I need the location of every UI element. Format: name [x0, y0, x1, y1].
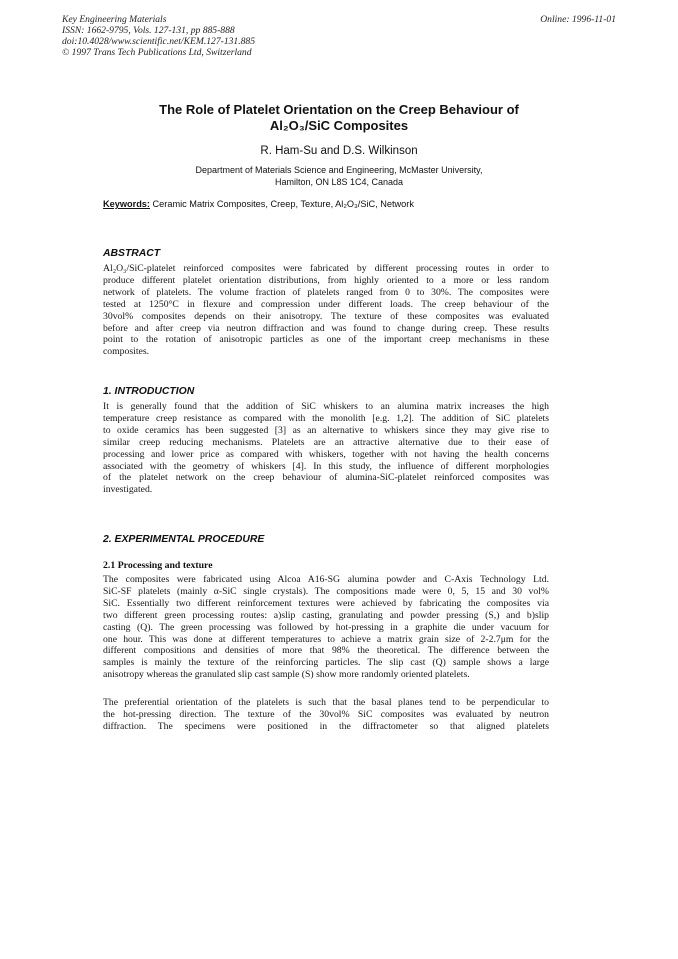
experimental-line: different compositions and densities of more that 98% the theoretical. The difference between the — [103, 645, 549, 657]
paper-title — [100, 102, 578, 134]
experimental-body-2 — [103, 697, 549, 733]
abstract-line: tested at 1250°C in flexure and compression under different loads. The creep behaviour of the — [103, 298, 549, 310]
abstract-line: network of platelets. The volume fraction of platelets ranged from 0 to 30%. The composites were — [103, 286, 549, 298]
paper-title-line-2: Al₂O₃/SiC Composites — [269, 118, 409, 133]
introduction-line: temperature creep resistance as compared with the monolith [e.g. 1,2]. The addition of SiC platelets — [103, 412, 549, 424]
author-list: R. Ham-Su and D.S. Wilkinson — [260, 145, 418, 157]
experimental-line: The composites were fabricated using Alcoa A16-SG alumina powder and C-Axis Technology Ltd. — [103, 574, 549, 585]
affiliation — [100, 164, 578, 188]
experimental-line: anisotropy whereas the granulated slip cast sample (S) show more randomly oriented platelets. — [103, 669, 470, 681]
experimental-line: two different green processing routes: a)slip casting, granulating and powder pressing (S,) and b)slip — [103, 609, 549, 621]
journal-name: Key Engineering Materials — [62, 14, 167, 25]
journal-header — [62, 14, 255, 58]
processing-subheading: 2.1 Processing and texture — [103, 560, 213, 571]
abstract-line: Al₂O₃/SiC-platelet reinforced composites were fabricated by different processing routes in order to — [103, 263, 549, 274]
introduction-line: processing and lower price as compared with whiskers, together with not having the health concerns — [103, 448, 549, 460]
abstract-body — [103, 263, 549, 358]
abstract-line: 30vol% composites depends on their anisotropy. The texture of these composites was evaluated — [103, 310, 549, 322]
experimental-line: casting (Q). The green processing was followed by hot-pressing in a graphite die under vacuum for — [103, 621, 549, 633]
affiliation-line-1: Department of Materials Science and Engineering, McMaster University, — [195, 165, 483, 175]
introduction-heading: 1. INTRODUCTION — [103, 386, 195, 397]
introduction-line: associated with the geometry of whiskers [4]. In this study, the influence of different morphologies — [103, 460, 549, 472]
introduction-line: of the platelet network on the creep behaviour of alumina-SiC-platelet reinforced composites was — [103, 472, 549, 484]
affiliation-line-2: Hamilton, ON L8S 1C4, Canada — [274, 177, 404, 187]
introduction-line: It is generally found that the addition of SiC whiskers to an alumina matrix increases the high — [103, 401, 549, 412]
abstract-line: before and after creep via neutron diffraction and was found to change during creep. These results — [103, 322, 549, 334]
experimental-body-1 — [103, 574, 549, 681]
keywords-text: Ceramic Matrix Composites, Creep, Texture, Al₂O₃/SiC, Network — [152, 199, 414, 209]
abstract-line: point to the rotation of anisotropic particles as one of the important creep mechanisms in these — [103, 334, 549, 346]
introduction-line: similar creep reducing mechanisms. Platelets are an attractive alternative due to their ease of — [103, 436, 549, 448]
journal-copyright: © 1997 Trans Tech Publications Ltd, Switzerland — [62, 47, 252, 58]
journal-issn: ISSN: 1662-9795, Vols. 127-131, pp 885-888 — [62, 25, 235, 36]
introduction-line: investigated. — [103, 484, 153, 496]
introduction-body — [103, 401, 549, 496]
paper-title-line-1: The Role of Platelet Orientation on the Creep Behaviour of — [159, 102, 519, 117]
keywords — [103, 199, 414, 209]
abstract-heading: ABSTRACT — [103, 248, 161, 259]
abstract-line: composites. — [103, 346, 150, 358]
abstract-line: produce different platelet orientation distributions, from highly oriented to a more or less random — [103, 274, 549, 286]
introduction-line: to oxide ceramics has been suggested [3] as an alternative to whiskers since they may give rise to — [103, 424, 549, 436]
experimental-line: SiC. Essentially two different reinforcement textures were achieved by fabricating the composites via — [103, 597, 549, 609]
experimental-heading: 2. EXPERIMENTAL PROCEDURE — [103, 534, 265, 545]
journal-doi[interactable]: doi:10.4028/www.scientific.net/KEM.127-131.885 — [62, 36, 256, 47]
online-date: Online: 1996-11-01 — [540, 14, 616, 25]
experimental-line: diffraction. The specimens were positioned in the diffractometer so that aligned platelets — [103, 720, 549, 732]
experimental-line: The preferential orientation of the platelets is such that the basal planes tend to be perpendicular to — [103, 697, 549, 708]
experimental-line: samples is mainly the texture of the reinforcing particles. The slip cast (Q) sample shows a large — [103, 657, 549, 669]
keywords-label: Keywords: — [103, 199, 150, 209]
experimental-line: one hour. This was done at different temperatures to achieve a matrix grain size of 2-2.7μm for the — [103, 633, 549, 645]
experimental-line: SiC-SF platelets (mainly α-SiC single crystals). The compositions made were 0, 5, 15 and 30 vol% — [103, 585, 549, 597]
experimental-line: the hot-pressing direction. The texture of the 30vol% SiC composites was evaluated by neutron — [103, 708, 549, 720]
